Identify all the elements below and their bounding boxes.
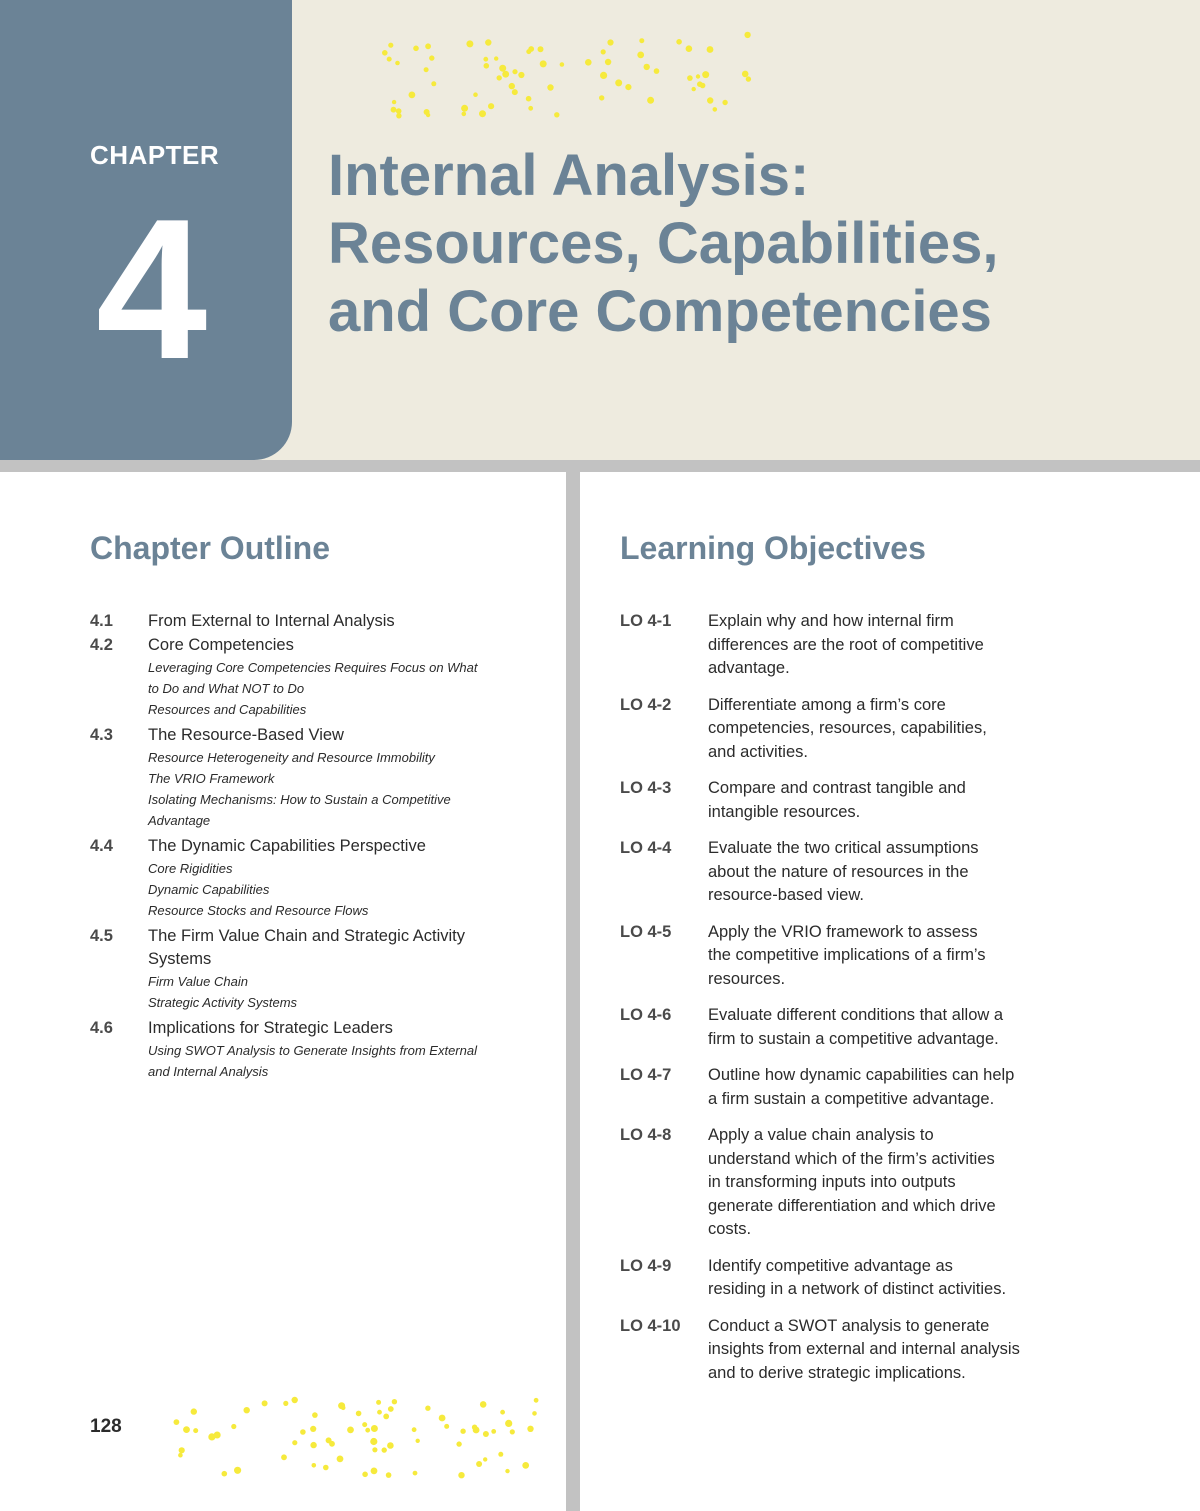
decorative-dot bbox=[483, 1457, 487, 1461]
decorative-dot bbox=[382, 1447, 387, 1452]
chapter-tab bbox=[0, 0, 292, 460]
outline-item-title: The Resource-Based View bbox=[148, 726, 344, 744]
outline-subtopics bbox=[148, 858, 530, 921]
outline-item-number: 4.6 bbox=[90, 1019, 113, 1037]
decorative-dot bbox=[462, 112, 467, 117]
decorative-dot bbox=[425, 43, 431, 49]
header-divider bbox=[0, 460, 1200, 472]
decorative-dot bbox=[300, 1429, 306, 1435]
outline-item-title: From External to Internal Analysis bbox=[148, 612, 395, 630]
learning-objective-id: LO 4-10 bbox=[620, 1316, 681, 1335]
decorative-dot bbox=[376, 1400, 381, 1405]
decorative-dot bbox=[687, 75, 693, 81]
outline-subtopic: Core Rigidities bbox=[148, 861, 233, 876]
outline-subtopic: Dynamic Capabilities bbox=[148, 882, 270, 897]
learning-objective-id: LO 4-8 bbox=[620, 1126, 672, 1144]
decorative-dot bbox=[370, 1438, 377, 1445]
outline-subtopics bbox=[148, 657, 530, 720]
learning-objective bbox=[620, 1315, 1060, 1386]
decorative-dot bbox=[483, 57, 488, 62]
decorative-dot bbox=[444, 1424, 449, 1429]
outline-subtopic: Resource Stocks and Resource Flows bbox=[148, 903, 369, 918]
outline-subtopic: The VRIO Framework bbox=[148, 771, 275, 786]
decorative-dot bbox=[505, 1469, 509, 1473]
decorative-dot bbox=[388, 1406, 394, 1412]
decorative-dot bbox=[372, 1447, 377, 1452]
learning-objective-line: and activities. bbox=[708, 742, 808, 761]
learning-objective bbox=[620, 921, 1060, 992]
learning-objective-line: Conduct a SWOT analysis to generate bbox=[708, 1316, 990, 1335]
decorative-dot bbox=[183, 1426, 190, 1433]
learning-objective-text bbox=[708, 837, 1060, 908]
decorative-dot bbox=[601, 49, 606, 54]
decorative-dot bbox=[585, 59, 592, 66]
outline-item bbox=[90, 835, 530, 858]
decorative-dot bbox=[292, 1440, 297, 1445]
decorative-dot bbox=[292, 1397, 298, 1403]
decorative-dot bbox=[371, 1468, 378, 1475]
decorative-dot bbox=[494, 56, 498, 60]
decorative-dot bbox=[702, 71, 709, 78]
decorative-dot bbox=[505, 1420, 512, 1427]
decorative-dot bbox=[425, 1406, 430, 1411]
learning-objective-line: Compare and contrast tangible and bbox=[708, 779, 966, 797]
learning-objective-line: firm to sustain a competitive advantage. bbox=[708, 1029, 999, 1048]
decorative-dot bbox=[473, 92, 478, 97]
learning-objective bbox=[620, 1255, 1060, 1302]
outline-subtopic: to Do and What NOT to Do bbox=[148, 681, 305, 696]
decorative-dot bbox=[644, 64, 650, 70]
learning-objective-line: Evaluate the two critical assumptions bbox=[708, 839, 979, 857]
outline-subtopics bbox=[148, 747, 530, 831]
chapter-number: 4 bbox=[96, 178, 208, 401]
learning-objective-line: Evaluate different conditions that allow a bbox=[708, 1006, 1004, 1024]
decorative-dot bbox=[479, 110, 486, 117]
outline-item-number: 4.1 bbox=[90, 612, 113, 630]
decorative-dot bbox=[412, 1427, 417, 1432]
decorative-dot bbox=[466, 40, 473, 47]
decorative-dot bbox=[461, 105, 468, 112]
decorative-dot bbox=[526, 49, 531, 54]
decorative-dot bbox=[244, 1407, 250, 1413]
learning-objective bbox=[620, 1124, 1060, 1242]
learning-objective-line: Explain why and how internal firm bbox=[708, 612, 954, 630]
decorative-dot bbox=[637, 52, 644, 59]
learning-objective-line: the competitive implications of a firm’s bbox=[708, 946, 986, 964]
decorative-dot-pattern-top bbox=[380, 30, 760, 120]
learning-objective-line: understand which of the firm’s activities bbox=[708, 1149, 995, 1168]
learning-objective bbox=[620, 610, 1060, 681]
decorative-dot bbox=[722, 100, 727, 105]
decorative-dot bbox=[396, 113, 401, 118]
decorative-dot bbox=[323, 1465, 329, 1471]
chapter-title-line: Resources, Capabilities, bbox=[328, 211, 999, 276]
outline-subtopic: and Internal Analysis bbox=[148, 1064, 269, 1079]
decorative-dot bbox=[744, 32, 750, 38]
decorative-dot bbox=[392, 1399, 397, 1404]
decorative-dot bbox=[532, 1411, 537, 1416]
decorative-dot bbox=[700, 83, 706, 89]
outline-item bbox=[90, 1017, 530, 1040]
decorative-dot bbox=[429, 55, 434, 60]
decorative-dot bbox=[231, 1424, 236, 1429]
decorative-dot bbox=[483, 1431, 489, 1437]
decorative-dot bbox=[396, 108, 402, 114]
outline-item-title: Implications for Strategic Leaders bbox=[148, 1019, 393, 1037]
learning-objective-id: LO 4-3 bbox=[620, 779, 672, 797]
learning-objective bbox=[620, 777, 1060, 824]
learning-objective-line: and to derive strategic implications. bbox=[708, 1363, 966, 1382]
outline-item bbox=[90, 724, 530, 747]
decorative-dot bbox=[686, 45, 693, 52]
decorative-dot bbox=[377, 1410, 382, 1415]
decorative-dot bbox=[713, 107, 718, 112]
decorative-dot bbox=[746, 76, 751, 81]
learning-objective-line: competencies, resources, capabilities, bbox=[708, 719, 987, 737]
decorative-dot bbox=[522, 1462, 529, 1469]
learning-objective-line: generate differentiation and which drive bbox=[708, 1196, 996, 1215]
outline-subtopic: Using SWOT Analysis to Generate Insights from External bbox=[148, 1043, 477, 1058]
learning-objective-line: Apply the VRIO framework to assess bbox=[708, 922, 978, 941]
decorative-dot bbox=[193, 1428, 198, 1433]
outline-subtopic: Advantage bbox=[148, 813, 211, 828]
decorative-dot bbox=[476, 1461, 482, 1467]
decorative-dot bbox=[383, 1414, 389, 1420]
decorative-dot bbox=[599, 95, 604, 100]
learning-objectives-list bbox=[620, 610, 1060, 1398]
outline-subtopic: Resources and Capabilities bbox=[148, 702, 307, 717]
decorative-dot bbox=[480, 1401, 487, 1408]
decorative-dot bbox=[512, 69, 517, 74]
learning-objective-line: about the nature of resources in the bbox=[708, 862, 969, 881]
decorative-dot bbox=[191, 1408, 197, 1414]
decorative-dot bbox=[499, 65, 506, 72]
decorative-dot bbox=[547, 84, 553, 90]
learning-objective-text bbox=[708, 777, 1060, 824]
learning-objective-text bbox=[708, 1124, 1060, 1242]
decorative-dot bbox=[540, 60, 547, 67]
outline-item-number: 4.4 bbox=[90, 837, 113, 855]
decorative-dot bbox=[491, 1429, 496, 1434]
decorative-dot bbox=[605, 59, 611, 65]
decorative-dot bbox=[365, 1428, 370, 1433]
learning-objective-id: LO 4-2 bbox=[620, 695, 672, 714]
decorative-dot bbox=[488, 103, 494, 109]
decorative-dot bbox=[362, 1472, 368, 1478]
decorative-dot bbox=[510, 1429, 515, 1434]
decorative-dot bbox=[214, 1432, 221, 1439]
learning-objective-line: insights from external and internal analysis bbox=[708, 1340, 1020, 1358]
chapter-title bbox=[328, 142, 1178, 346]
decorative-dot bbox=[312, 1463, 317, 1468]
decorative-dot bbox=[337, 1456, 344, 1463]
decorative-dot bbox=[179, 1447, 185, 1453]
outline-subtopic: Strategic Activity Systems bbox=[148, 995, 298, 1010]
learning-objective-line: in transforming inputs into outputs bbox=[708, 1173, 956, 1191]
decorative-dot bbox=[310, 1426, 316, 1432]
decorative-dot bbox=[600, 72, 607, 79]
learning-objective-line: Identify competitive advantage as bbox=[708, 1256, 953, 1275]
chapter-outline-heading: Chapter Outline bbox=[90, 530, 331, 566]
learning-objective-id: LO 4-4 bbox=[620, 839, 672, 857]
decorative-dot bbox=[386, 1472, 392, 1478]
column-divider bbox=[566, 472, 580, 1511]
learning-objective-id: LO 4-9 bbox=[620, 1256, 672, 1275]
decorative-dot bbox=[502, 71, 509, 78]
learning-objective-id: LO 4-6 bbox=[620, 1006, 672, 1024]
chapter-title-line: Internal Analysis: bbox=[328, 143, 810, 208]
learning-objective-text bbox=[708, 694, 1060, 765]
decorative-dot bbox=[387, 1442, 394, 1449]
outline-subtopics bbox=[148, 971, 530, 1013]
decorative-dot bbox=[356, 1411, 362, 1417]
decorative-dot bbox=[174, 1419, 180, 1425]
decorative-dot bbox=[458, 1472, 464, 1478]
chapter-label: CHAPTER bbox=[90, 140, 220, 170]
decorative-dot bbox=[696, 74, 700, 78]
decorative-dot bbox=[388, 43, 393, 48]
decorative-dot bbox=[472, 1425, 477, 1430]
decorative-dot bbox=[647, 97, 654, 104]
learning-objective-line: intangible resources. bbox=[708, 802, 861, 821]
outline-item-title: Core Competencies bbox=[148, 636, 294, 654]
decorative-dot bbox=[409, 92, 416, 99]
decorative-dot bbox=[392, 100, 396, 104]
learning-objective-line: a firm sustain a competitive advantage. bbox=[708, 1089, 995, 1108]
outline-item bbox=[90, 925, 530, 971]
decorative-dot bbox=[424, 109, 430, 115]
decorative-dot bbox=[234, 1467, 241, 1474]
decorative-dot bbox=[607, 39, 613, 45]
learning-objective-line: differences are the root of competitive bbox=[708, 635, 984, 654]
decorative-dot bbox=[281, 1454, 287, 1460]
decorative-dot bbox=[707, 97, 713, 103]
outline-item-number: 4.5 bbox=[90, 927, 113, 945]
learning-objective-id: LO 4-5 bbox=[620, 922, 672, 941]
outline-item-number: 4.3 bbox=[90, 726, 113, 744]
decorative-dot bbox=[518, 72, 524, 78]
decorative-dot bbox=[485, 39, 491, 45]
learning-objective-text bbox=[708, 1255, 1060, 1302]
decorative-dot bbox=[387, 57, 392, 62]
learning-objective-text bbox=[708, 1315, 1060, 1386]
decorative-dot bbox=[639, 38, 644, 43]
chapter-outline-list bbox=[90, 610, 530, 1086]
decorative-dot bbox=[526, 96, 532, 102]
decorative-dot bbox=[676, 39, 682, 45]
decorative-dot bbox=[424, 67, 429, 72]
decorative-dot bbox=[654, 68, 660, 74]
learning-objective bbox=[620, 694, 1060, 765]
decorative-dot bbox=[431, 81, 436, 86]
decorative-dot bbox=[497, 75, 502, 80]
decorative-dot bbox=[742, 71, 749, 78]
decorative-dot bbox=[615, 79, 622, 86]
decorative-dot bbox=[347, 1427, 354, 1434]
decorative-dot bbox=[329, 1441, 335, 1447]
decorative-dot bbox=[498, 1452, 503, 1457]
outline-subtopic: Leveraging Core Competencies Requires Focus on What bbox=[148, 660, 478, 675]
decorative-dot-pattern-bottom bbox=[170, 1395, 550, 1480]
outline-item bbox=[90, 634, 530, 657]
decorative-dot bbox=[528, 106, 533, 111]
decorative-dot bbox=[341, 1406, 346, 1411]
learning-objective-text bbox=[708, 921, 1060, 992]
decorative-dot bbox=[178, 1453, 183, 1458]
outline-subtopic: Resource Heterogeneity and Resource Immobility bbox=[148, 750, 435, 765]
learning-objective bbox=[620, 1004, 1060, 1051]
decorative-dot bbox=[692, 87, 696, 91]
decorative-dot bbox=[509, 83, 515, 89]
decorative-dot bbox=[413, 46, 419, 52]
learning-objective-line: residing in a network of distinct activities. bbox=[708, 1280, 1007, 1298]
outline-subtopic: Firm Value Chain bbox=[148, 974, 248, 989]
learning-objective-line: advantage. bbox=[708, 659, 790, 677]
learning-objective-line: costs. bbox=[708, 1220, 752, 1238]
decorative-dot bbox=[312, 1412, 318, 1418]
decorative-dot bbox=[371, 1425, 378, 1432]
decorative-dot bbox=[391, 107, 397, 113]
outline-item bbox=[90, 610, 530, 633]
learning-objective-line: resources. bbox=[708, 969, 786, 988]
decorative-dot bbox=[512, 89, 518, 95]
decorative-dot bbox=[527, 1426, 533, 1432]
decorative-dot bbox=[395, 61, 400, 66]
chapter-title-line: and Core Competencies bbox=[328, 279, 992, 344]
outline-item-number: 4.2 bbox=[90, 636, 113, 654]
learning-objective-id: LO 4-1 bbox=[620, 612, 672, 630]
decorative-dot bbox=[416, 1439, 420, 1443]
decorative-dot bbox=[310, 1442, 316, 1448]
decorative-dot bbox=[413, 1471, 418, 1476]
decorative-dot bbox=[460, 1429, 465, 1434]
outline-subtopics bbox=[148, 1040, 530, 1082]
outline-item-title: The Firm Value Chain and Strategic Activity Systems bbox=[148, 927, 465, 968]
decorative-dot bbox=[534, 1398, 539, 1403]
decorative-dot bbox=[362, 1422, 367, 1427]
decorative-dot bbox=[382, 50, 388, 56]
decorative-dot bbox=[456, 1441, 461, 1446]
learning-objective-line: resource-based view. bbox=[708, 886, 864, 904]
learning-objective-text bbox=[708, 610, 1060, 681]
learning-objective-line: Outline how dynamic capabilities can help bbox=[708, 1066, 1015, 1084]
outline-item-title: The Dynamic Capabilities Perspective bbox=[148, 837, 426, 855]
decorative-dot bbox=[439, 1415, 446, 1422]
learning-objectives-heading: Learning Objectives bbox=[620, 530, 926, 566]
decorative-dot bbox=[538, 46, 544, 52]
learning-objective-text bbox=[708, 1004, 1060, 1051]
decorative-dot bbox=[283, 1401, 288, 1406]
decorative-dot bbox=[554, 112, 559, 117]
learning-objective-id: LO 4-7 bbox=[620, 1066, 672, 1084]
decorative-dot bbox=[484, 63, 490, 69]
decorative-dot bbox=[707, 46, 714, 53]
learning-objective-line: Differentiate among a firm’s core bbox=[708, 695, 946, 714]
learning-objective-text bbox=[708, 1064, 1060, 1111]
learning-objective bbox=[620, 837, 1060, 908]
decorative-dot bbox=[500, 1410, 505, 1415]
decorative-dot bbox=[222, 1471, 228, 1477]
learning-objective-line: Apply a value chain analysis to bbox=[708, 1126, 934, 1144]
decorative-dot bbox=[560, 62, 565, 67]
learning-objective bbox=[620, 1064, 1060, 1111]
decorative-dot bbox=[625, 84, 631, 90]
page-number: 128 bbox=[90, 1416, 122, 1437]
outline-subtopic: Isolating Mechanisms: How to Sustain a Competitive bbox=[148, 792, 451, 807]
decorative-dot bbox=[262, 1400, 268, 1406]
